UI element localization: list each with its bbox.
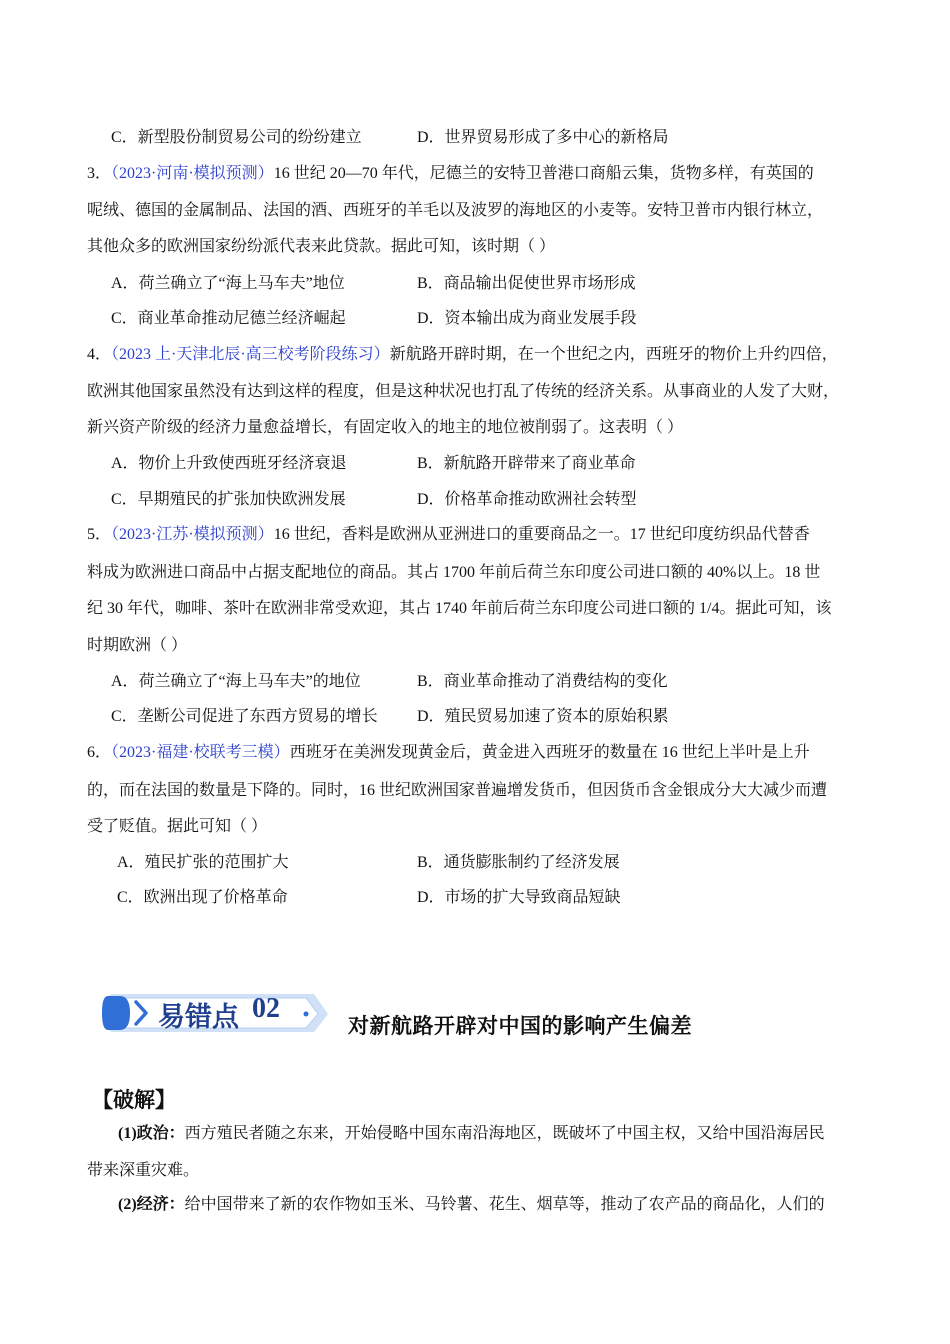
q2-option-d: D．世界贸易形成了多中心的新格局 [417,129,669,146]
q3-option-d: D．资本输出成为商业发展手段 [417,310,637,327]
q6-source: （2023·福建·校联考三模） [111,744,290,761]
q5-option-c: C．垄断公司促进了东西方贸易的增长 [111,708,378,725]
q3-option-b: B．商品输出促使世界市场形成 [417,275,636,292]
pojie-p2-text-1: 给中国带来了新的农作物如玉米、马铃薯、花生、烟草等，推动了农产品的商品化，人们的 [184,1196,825,1213]
q4-option-c: C．早期殖民的扩张加快欧洲发展 [111,491,346,508]
pojie-p2-line-1 [118,1195,825,1215]
pojie-p1-text-1: 西方殖民者随之东来，开始侵略中国东南沿海地区，既破坏了中国主权，又给中国沿海居民 [184,1125,825,1142]
q4-number: 4． [87,346,112,363]
banner-badge-text: 易错点 [158,1002,239,1033]
q6-text-1: 西班牙在美洲发现黄金后，黄金进入西班牙的数量在 16 世纪上半叶是上升 [289,744,810,761]
q6-line-2: 的，而在法国的数量是下降的。同时，16 世纪欧洲国家普遍增发货币，但因货币含金银成分大大减少而遭 [87,782,828,799]
q6-option-d: D．市场的扩大导致商品短缺 [417,889,621,906]
q5-option-d: D．殖民贸易加速了资本的原始积累 [417,708,669,725]
q3-line-3: 其他众多的欧洲国家纷纷派代表来此贷款。据此可知，该时期（ ） [87,238,556,255]
q5-option-a: A．荷兰确立了“海上马车夫”的地位 [111,673,361,690]
q6-option-b: B．通货膨胀制约了经济发展 [417,854,620,871]
q3-option-c: C．商业革命推动尼德兰经济崛起 [111,310,346,327]
q5-line-1 [87,525,810,545]
q4-text-1: 新航路开辟时期，在一个世纪之内，西班牙的物价上升约四倍， [389,346,838,363]
q5-option-b: B．商业革命推动了消费结构的变化 [417,673,668,690]
pojie-p1-label: (1)政治： [118,1125,185,1142]
q4-option-a: A．物价上升致使西班牙经济衰退 [111,455,347,472]
q3-line-1 [87,164,814,184]
q5-line-3: 纪 30 年代，咖啡、茶叶在欧洲非常受欢迎，其占 1740 年前后荷兰东印度公司进口额的 1/4。据此可知，该 [87,600,832,617]
section-title: 对新航路开辟对中国的影响产生偏差 [348,1014,692,1038]
q3-line-2: 呢绒、德国的金属制品、法国的酒、西班牙的羊毛以及波罗的海地区的小麦等。安特卫普市内银行林立， [87,202,824,219]
q3-source: （2023·河南·模拟预测） [111,165,274,182]
q6-option-c: C．欧洲出现了价格革命 [117,889,288,906]
q4-option-d: D．价格革命推动欧洲社会转型 [417,491,637,508]
q4-line-1 [87,345,838,365]
q6-line-1 [87,743,810,763]
q3-number: 3． [87,165,112,182]
q5-text-1: 16 世纪，香料是欧洲从亚洲进口的重要商品之一。17 世纪印度纺织品代替香 [273,526,810,543]
banner-number: 02 [252,993,280,1024]
q4-line-2: 欧洲其他国家虽然没有达到这样的程度，但是这种状况也打乱了传统的经济关系。从事商业的人发了大财， [87,383,840,400]
section-banner [100,988,332,1036]
q4-option-b: B．新航路开辟带来了商业革命 [417,455,636,472]
q3-text-1: 16 世纪 20—70 年代，尼德兰的安特卫普港口商船云集，货物多样，有英国的 [273,165,814,182]
pojie-p1-line-1 [118,1124,825,1144]
pojie-p2-label: (2)经济： [118,1196,185,1213]
q5-line-2: 料成为欧洲进口商品中占据支配地位的商品。其占 1700 年前后荷兰东印度公司进口额的 40%以上。18 世 [87,564,821,581]
q6-line-3: 受了贬值。据此可知（ ） [87,818,268,835]
pojie-p1-line-2: 带来深重灾难。 [87,1162,200,1179]
q5-number: 5． [87,526,112,543]
q6-number: 6． [87,744,112,761]
q5-line-4: 时期欧洲（ ） [87,637,188,654]
q6-option-a: A．殖民扩张的范围扩大 [117,854,289,871]
pojie-heading: 【破解】 [92,1088,176,1112]
q3-option-a: A．荷兰确立了“海上马车夫”地位 [111,275,345,292]
q4-line-3: 新兴资产阶级的经济力量愈益增长，有固定收入的地主的地位被削弱了。这表明（ ） [87,419,684,436]
q2-option-c: C．新型股份制贸易公司的纷纷建立 [111,129,362,146]
q5-source: （2023·江苏·模拟预测） [111,526,274,543]
q4-source: （2023 上·天津北辰·高三校考阶段练习） [111,346,390,363]
